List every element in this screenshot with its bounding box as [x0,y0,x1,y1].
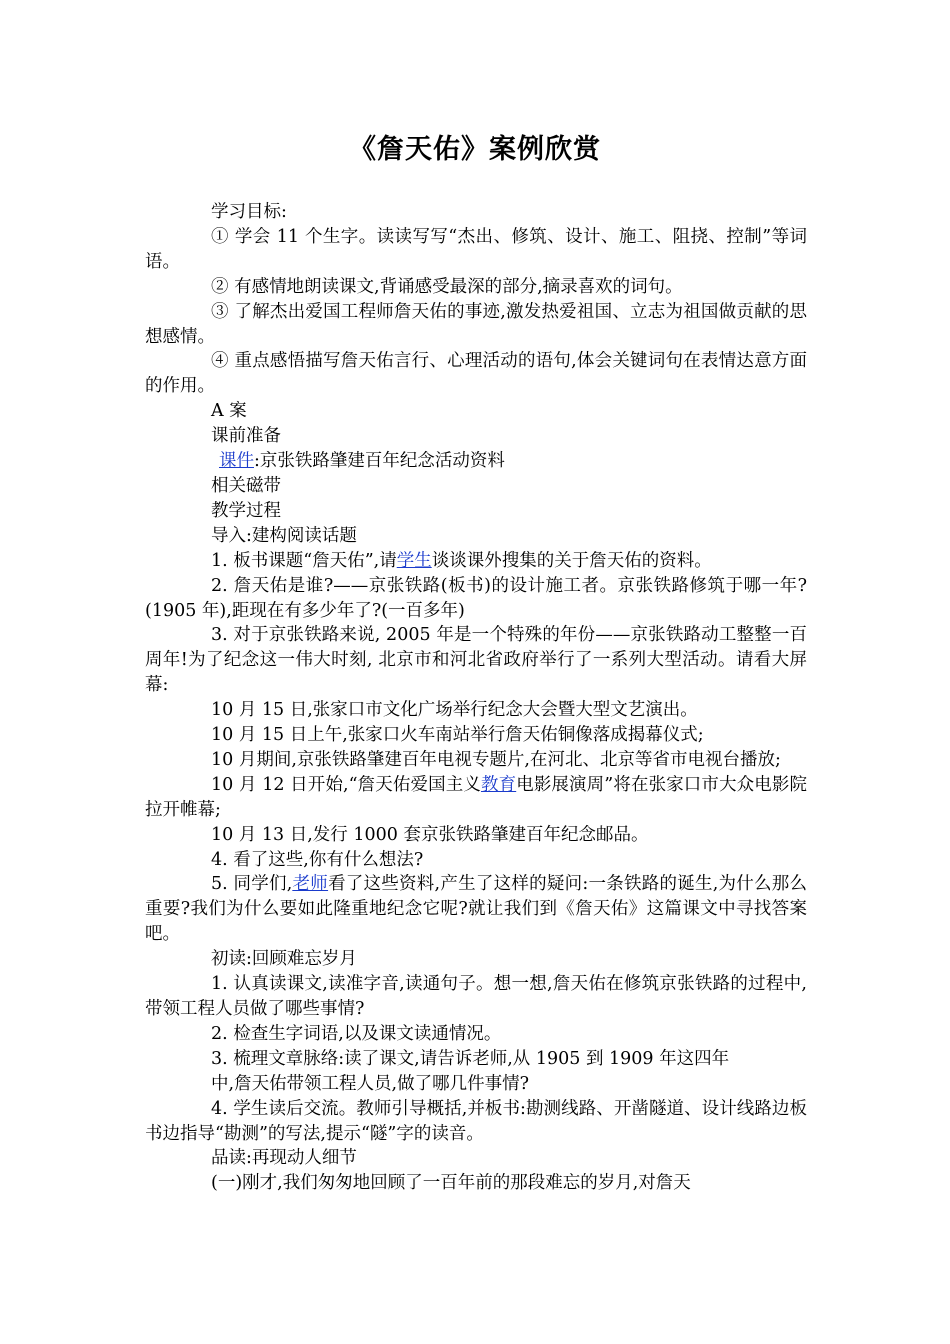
paragraph-reading-step-3: 3. 梳理文章脉络:读了课文,请告诉老师,从 1905 到 1909 年这四年 [211,1048,730,1069]
paragraph-goal-3: ③ 了解杰出爱国工程师詹天佑的事迹,激发热爱祖国、立志为祖国做贡献的思想感情。 [145,301,807,347]
paragraph-reading-step-4: 4. 学生读后交流。教师引导概括,并板书:勘测线路、开凿隧道、设计线路边板书边指导“勘测”的写法,提示“隧”字的读音。 [145,1098,807,1144]
paragraph-intro-heading: 导入:建构阅读话题 [211,525,357,546]
paragraph-close-reading-heading: 品读:再现动人细节 [211,1148,357,1169]
paragraph-text: 5. 同学们, [211,874,293,895]
paragraph-goal-1: ① 学会 11 个生字。读读写写“杰出、修筑、设计、施工、阻挠、控制”等词语。 [145,226,807,272]
paragraph-step-2: 2. 詹天佑是谁?——京张铁路(板书)的设计施工者。京张铁路修筑于哪一年?(1905 年),距现在有多少年了?(一百多年) [145,575,807,621]
paragraph-first-reading-heading: 初读:回顾难忘岁月 [211,949,357,970]
student-link[interactable]: 学生 [396,550,432,571]
document-body [145,200,807,1196]
paragraph-text: :京张铁路肇建百年纪念活动资料 [254,451,505,472]
paragraph-text: 谈谈课外搜集的关于詹天佑的资料。 [431,550,712,571]
paragraph-step-1 [145,549,807,574]
education-link[interactable]: 教育 [480,774,517,795]
paragraph-tapes: 相关磁带 [211,475,281,496]
document-title: 《詹天佑》案例欣赏 [349,134,601,165]
paragraph-plan-a: A 案 [211,401,247,422]
paragraph-close-reading-1: (一)刚才,我们匆匆地回顾了一百年前的那段难忘的岁月,对詹天 [211,1173,691,1194]
teacher-link[interactable]: 老师 [292,874,329,895]
paragraph-event-4 [145,773,807,823]
paragraph-reading-step-1: 1. 认真读课文,读准字音,读通句子。想一想,詹天佑在修筑京张铁路的过程中,带领工程人员做了哪些事情? [145,974,807,1019]
paragraph-reading-step-3-cont: 中,詹天佑带领工程人员,做了哪几件事情? [211,1073,530,1094]
paragraph-event-3: 10 月期间,京张铁路肇建百年电视专题片,在河北、北京等省市电视台播放; [211,749,781,770]
paragraph-text: 看了这些资料,产生了这样的疑问:一条铁路的诞生,为什么那么重要?我们为什么要如此隆重地纪念它呢?就让我们到《詹天佑》这篇课文中寻找答案吧。 [145,874,807,945]
paragraph-reading-step-2: 2. 检查生字词语,以及课文读通情况。 [211,1023,502,1044]
paragraph-step-5 [145,872,807,947]
paragraph-goal-2: ② 有感情地朗读课文,背诵感受最深的部分,摘录喜欢的词句。 [211,276,683,297]
paragraph-event-1: 10 月 15 日,张家口市文化广场举行纪念大会暨大型文艺演出。 [211,700,698,721]
paragraph-learning-goals-heading: 学习目标: [211,202,287,222]
courseware-link[interactable]: 课件 [219,451,254,472]
paragraph-courseware [145,449,807,474]
paragraph-event-2: 10 月 15 日上午,张家口火车南站举行詹天佑铜像落成揭幕仪式; [211,725,704,746]
paragraph-text: 10 月 12 日开始,“詹天佑爱国主义 [211,774,481,795]
paragraph-event-5: 10 月 13 日,发行 1000 套京张铁路肇建百年纪念邮品。 [211,824,649,845]
paragraph-process-heading: 教学过程 [211,500,281,521]
paragraph-goal-4: ④ 重点感悟描写詹天佑言行、心理活动的语句,体会关键词句在表情达意方面的作用。 [145,351,807,397]
paragraph-step-4: 4. 看了这些,你有什么想法? [211,849,424,870]
paragraph-step-3: 3. 对于京张铁路来说, 2005 年是一个特殊的年份——京张铁路动工整整一百周年!为了纪念这一伟大时刻, 北京市和河北省政府举行了一系列大型活动。请看大屏幕: [145,625,807,696]
paragraph-text: 电影展演周”将在张家口市大众电影院拉开帷幕; [145,774,807,820]
paragraph-preparation-heading: 课前准备 [211,426,281,447]
paragraph-text: 1. 板书课题“詹天佑”,请 [211,550,397,571]
